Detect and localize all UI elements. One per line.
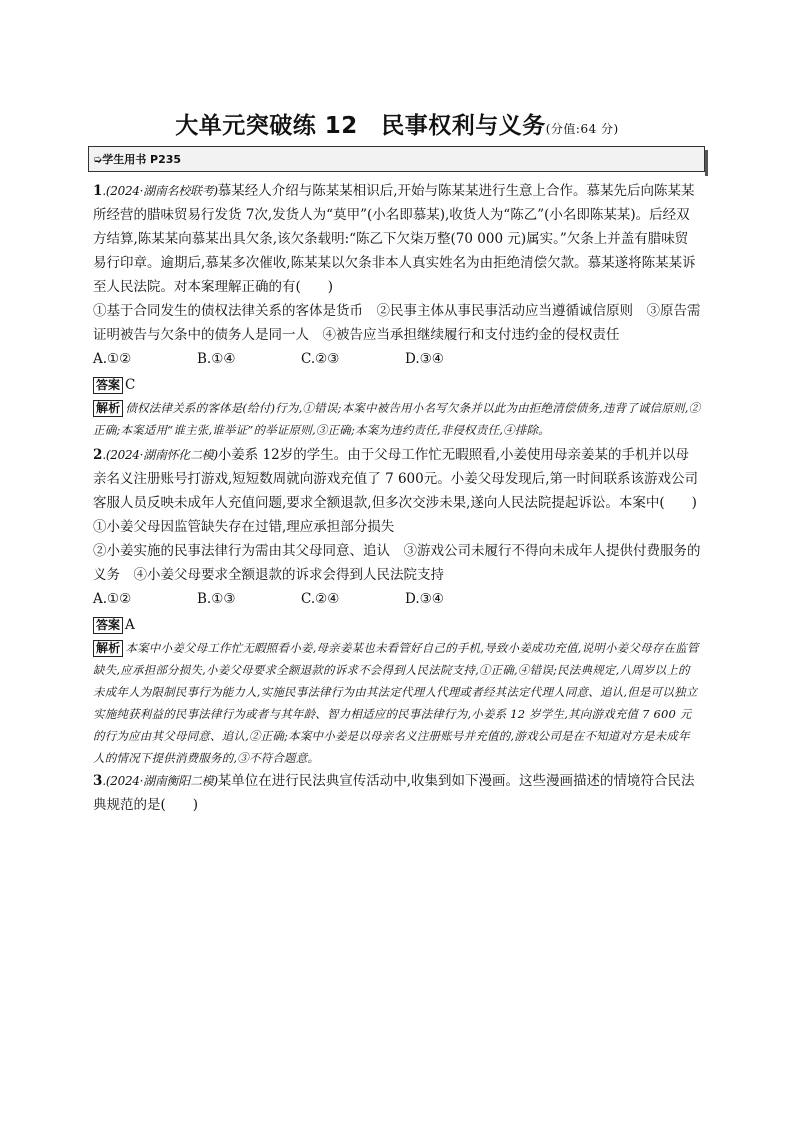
explanation xyxy=(93,637,701,769)
option-d: D.③④ xyxy=(405,351,444,367)
question-1 xyxy=(93,179,701,441)
question-source: .(2024·湖南衡阳二模) xyxy=(102,774,218,788)
option-b: B.①③ xyxy=(197,591,236,607)
option-c: C.②④ xyxy=(301,591,340,607)
answer-label: 答案 xyxy=(93,617,123,634)
page-title xyxy=(0,107,794,140)
explanation-text: 债权法律关系的客体是(给付)行为,①错误;本案中被告用小名写欠条并以此为由拒绝清偿债务,违背了诚信原则,②正确;本案适用“谁主张,谁举证”的举证原则,③正确;本案为违约责任,非侵权责任,④排除。 xyxy=(93,401,701,437)
question-number: 2 xyxy=(93,447,103,463)
question-3 xyxy=(93,769,701,817)
explanation-text: 本案中小姜父母工作忙无暇照看小姜,母亲姜某也未看管好自己的手机,导致小姜成功充值,说明小姜父母存在监管缺失,应承担部分损失,小姜父母要求全额退款的诉求不会得到人民法院支持,①正确,④错误;民法典规定,八周岁以上的未成年人为限制民事行为能力人,实施民事法律行为由其法定代理人代理或者经其法定代理人同意、追认,但是可以独立实施纯获利益的民事法律行为或者与其年龄、智力相适应的民事法律行为,小姜系 12 岁学生,其向游戏充值 7 600 元的行为应由其父母同意、追认,②正确;本案中小姜是以母亲名义注册账号并充值的,游戏公司是在不知道对方是未成年人的情况下提供消费服务的,③不符合题意。 xyxy=(93,641,699,765)
question-stem xyxy=(93,443,701,515)
option-c: C.②③ xyxy=(301,351,340,367)
question-stem xyxy=(93,769,701,817)
option-a: A.①② xyxy=(93,591,132,607)
title-text: 大单元突破练 12 民事权利与义务 xyxy=(175,113,546,139)
option-a: A.①② xyxy=(93,351,132,367)
explanation-label: 解析 xyxy=(93,400,123,417)
answer-label: 答案 xyxy=(93,377,123,394)
question-source: .(2024·湖南名校联考) xyxy=(102,184,218,198)
answer-options xyxy=(93,347,701,371)
answer-row xyxy=(93,373,701,397)
question-source: .(2024·湖南怀化二模) xyxy=(102,448,218,462)
explanation-label: 解析 xyxy=(93,640,123,657)
book-reference-bar xyxy=(88,146,705,172)
question-text: 慕某经人介绍与陈某某相识后,开始与陈某某进行生意上合作。慕某先后向陈某某所经营的腊味贸易行发货 7次,发货人为“莫甲”(小名即慕某),收货人为“陈乙”(小名即陈某某)。后经双方结算,陈某某向慕某出具欠条,该欠条载明:“陈乙下欠柒万整(70 000 元)属实。”欠条上并盖有腊味贸易行印章。逾期后,慕某多次催收,陈某某以欠条非本人真实姓名为由拒绝清偿欠款。慕某遂将陈某某诉至人民法院。对本案理解正确的有( ) xyxy=(93,183,696,295)
answer-value: C xyxy=(125,377,136,393)
score-note: (分值:64 分) xyxy=(545,122,619,136)
question-number: 1 xyxy=(93,183,103,199)
answer-value: A xyxy=(125,617,135,633)
answer-options xyxy=(93,587,701,611)
question-stem xyxy=(93,179,701,299)
question-list xyxy=(93,179,701,817)
question-statements: ①基于合同发生的债权法律关系的客体是货币 ②民事主体从事民事活动应当遵循诚信原则 ③原告需证明被告与欠条中的债务人是同一人 ④被告应当承担继续履行和支付违约金的侵权责任 xyxy=(93,303,701,343)
answer-row xyxy=(93,613,701,637)
question-text: 小姜系 12岁的学生。由于父母工作忙无暇照看,小姜使用母亲姜某的手机并以母亲名义注册账号打游戏,短短数周就向游戏充值了 7 600元。小姜父母发现后,第一时间联系该游戏公司客服人员反映未成年人充值问题,要求全额退款,但多次交涉未果,遂向人民法院提起诉讼。本案中( ) xyxy=(93,447,699,511)
option-d: D.③④ xyxy=(405,591,444,607)
option-b: B.①④ xyxy=(197,351,236,367)
statement-line-2: ②小姜实施的民事法律行为需由其父母同意、追认 ③游戏公司未履行不得向未成年人提供付费服务的义务 ④小姜父母要求全额退款的诉求会得到人民法院支持 xyxy=(93,543,701,583)
question-2 xyxy=(93,443,701,769)
statement-line-1: ①小姜父母因监管缺失存在过错,理应承担部分损失 xyxy=(93,519,395,535)
question-number: 3 xyxy=(93,773,103,789)
question-text: 某单位在进行民法典宣传活动中,收集到如下漫画。这些漫画描述的情境符合民法典规范的是( ) xyxy=(93,773,695,813)
explanation xyxy=(93,397,701,441)
book-reference: ➭学生用书 P235 xyxy=(93,153,182,166)
